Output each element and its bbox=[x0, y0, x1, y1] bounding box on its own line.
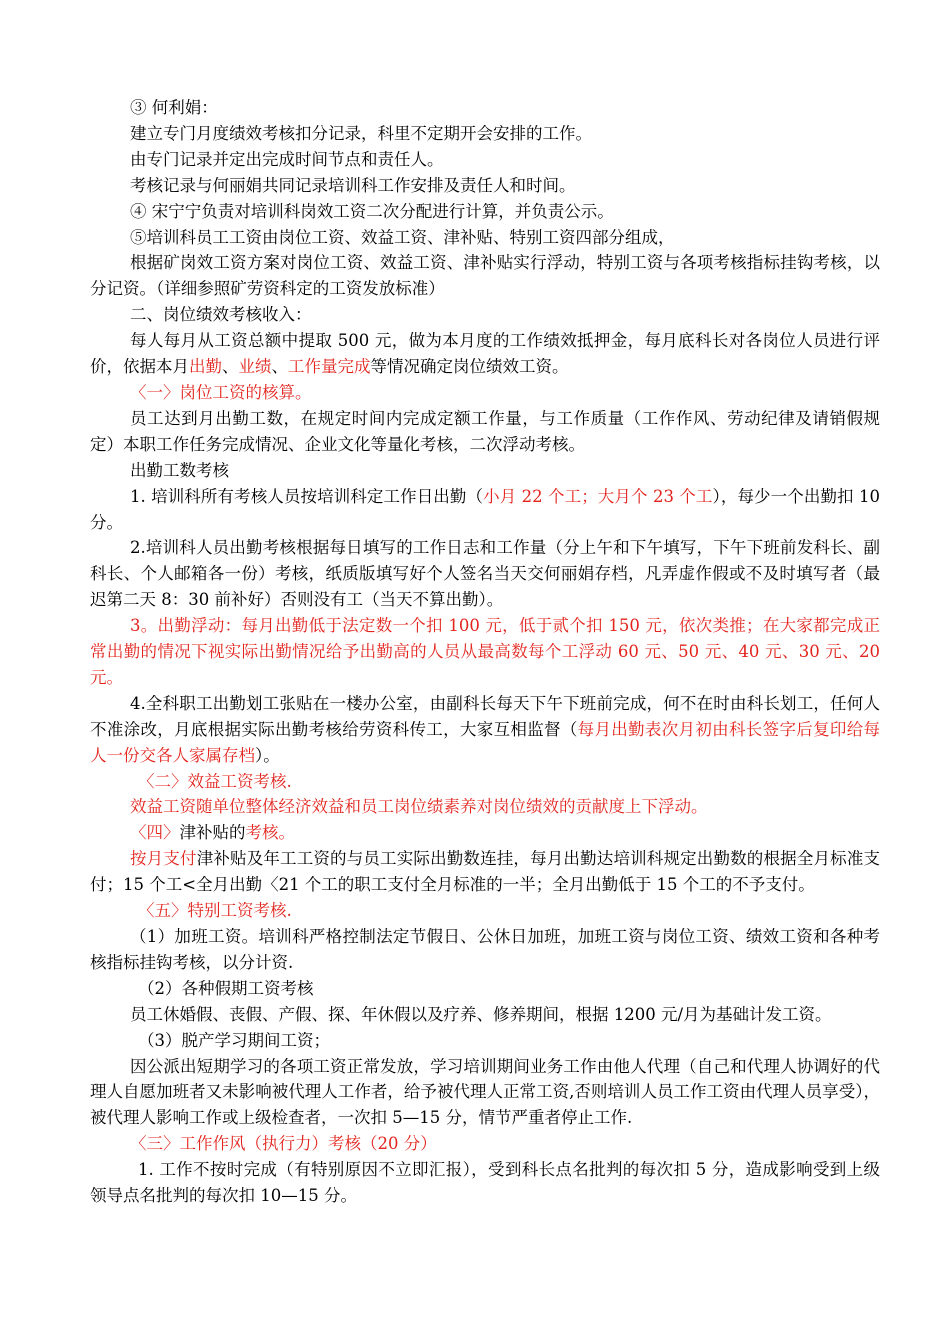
paragraph: ④ 宋宁宁负责对培训科岗效工资二次分配进行计算，并负责公示。 bbox=[130, 201, 614, 221]
subsection-heading bbox=[90, 820, 880, 846]
highlight-text: 业绩 bbox=[238, 357, 272, 377]
section-heading: 二、岗位绩效考核收入： bbox=[130, 305, 312, 325]
paragraph: 考核记录与何丽娟共同记录培训科工作安排及责任人和时间。 bbox=[130, 175, 576, 195]
highlight-text: 工作量完成 bbox=[288, 357, 371, 377]
highlight-text: 考核。 bbox=[245, 823, 295, 843]
paragraph bbox=[90, 484, 880, 536]
subsection-heading: 〈二〉效益工资考核. bbox=[138, 771, 292, 791]
highlight-paragraph: 3。出勤浮动：每月出勤低于法定数一个扣 100 元，低于贰个扣 150 元，依次类推；在大家都完成正常出勤的情况下视实际出勤情况给予出勤高的人员从最高数每个工浮动 60 元、50 元、40 元、30 元、20 元。 bbox=[90, 616, 880, 687]
paragraph: （1）加班工资。培训科严格控制法定节假日、公休日加班，加班工资与岗位工资、绩效工资和各种考核指标挂钩考核，以分计资. bbox=[90, 927, 880, 972]
paragraph: 建立专门月度绩效考核扣分记录，科里不定期开会安排的工作。 bbox=[130, 123, 592, 143]
text-run: ）。 bbox=[255, 745, 280, 765]
text-run: 等情况确定岗位绩效工资。 bbox=[370, 357, 569, 377]
subsection-heading: 〈三〉工作作风（执行力）考核（20 分） bbox=[130, 1134, 437, 1154]
text-run: 津补贴的 bbox=[179, 823, 246, 843]
text-run: 、 bbox=[222, 357, 239, 377]
paragraph: （3）脱产学习期间工资； bbox=[138, 1030, 330, 1050]
highlight-text: 〈四〉 bbox=[130, 823, 180, 843]
paragraph bbox=[90, 691, 880, 769]
text-run: 每人每月从工资总额中提取 500 元，做为本月度的工作绩效抵押金，每月底科长对各岗位人员进行评价，依据本月 bbox=[90, 331, 880, 377]
paragraph bbox=[90, 328, 880, 380]
paragraph: 由专门记录并定出完成时间节点和责任人。 bbox=[130, 149, 444, 169]
paragraph-he-lijuan-heading: ③ 何利娟： bbox=[130, 98, 218, 117]
text-run: 津补贴及年工工资的与员工实际出勤数连挂，每月出勤达培训科规定出勤数的根据全月标准支付；15 个工<全月出勤〈21 个工的职工支付全月标准的一半；全月出勤低于 15 个工的不予支付。 bbox=[90, 849, 881, 895]
subsection-heading: 〈一〉岗位工资的核算。 bbox=[130, 382, 312, 402]
paragraph: 出勤工数考核 bbox=[130, 460, 229, 480]
highlight-paragraph: 效益工资随单位整体经济效益和员工岗位绩素养对岗位绩效的贡献度上下浮动。 bbox=[130, 797, 708, 817]
paragraph: 1. 工作不按时完成（有特别原因不立即汇报），受到科长点名批判的每次扣 5 分，造成影响受到上级领导点名批判的每次扣 10—15 分。 bbox=[90, 1160, 880, 1206]
paragraph: （2）各种假期工资考核 bbox=[138, 978, 314, 998]
subsection-heading: 〈五〉特别工资考核. bbox=[138, 901, 292, 921]
highlight-text: 出勤 bbox=[189, 357, 222, 377]
highlight-text: 小月 22 个工；大月个 23 个工 bbox=[483, 486, 713, 506]
paragraph: 根据矿岗效工资方案对岗位工资、效益工资、津补贴实行浮动，特别工资与各项考核指标挂钩考核，以分记资。（详细参照矿劳资科定的工资发放标准） bbox=[90, 253, 880, 299]
paragraph: ⑤培训科员工工资由岗位工资、效益工资、津补贴、特别工资四部分组成， bbox=[130, 227, 675, 247]
paragraph bbox=[90, 846, 880, 898]
text-run: 1. 培训科所有考核人员按培训科定工作日出勤（ bbox=[130, 486, 484, 506]
paragraph: 员工达到月出勤工数，在规定时间内完成定额工作量，与工作质量（工作作风、劳动纪律及请销假规定）本职工作任务完成情况、企业文化等量化考核，二次浮动考核。 bbox=[90, 408, 880, 454]
paragraph: 因公派出短期学习的各项工资正常发放，学习培训期间业务工作由他人代理（自己和代理人协调好的代理人自愿加班者又未影响被代理人工作者，给予被代理人正常工资,否则培训人员工作工资由代理人员享受），被代理人影响工作或上级检查者，一次扣 5—15 分，情节严重者停止工作. bbox=[90, 1056, 880, 1128]
text-run: 、 bbox=[271, 357, 288, 377]
document-body bbox=[90, 95, 880, 1209]
text-run: 4.全科职工出勤划工张贴在一楼办公室，由副科长每天下午下班前完成，何不在时由科长划工，任何人不准涂改，月底根据实际出勤考核给劳资科传工，大家互相监督（ bbox=[90, 693, 880, 739]
text-run: ），每少一个出勤扣 10 分。 bbox=[90, 486, 880, 532]
highlight-text: 按月支付 bbox=[130, 849, 197, 869]
paragraph: 员工休婚假、丧假、产假、探、年休假以及疗养、修养期间，根据 1200 元/月为基础计发工资。 bbox=[130, 1004, 832, 1024]
paragraph: 2.培训科人员出勤考核根据每日填写的工作日志和工作量（分上午和下午填写，下午下班前发科长、副科长、个人邮箱各一份）考核，纸质版填写好个人签名当天交何丽娟存档，凡弄虚作假或不及时填写者（最迟第二天 8：30 前补好）否则没有工（当天不算出勤）。 bbox=[90, 538, 880, 610]
highlight-text: 每月出勤表次月初由科长签字后复印给每人一份交各人家属存档 bbox=[90, 719, 881, 765]
